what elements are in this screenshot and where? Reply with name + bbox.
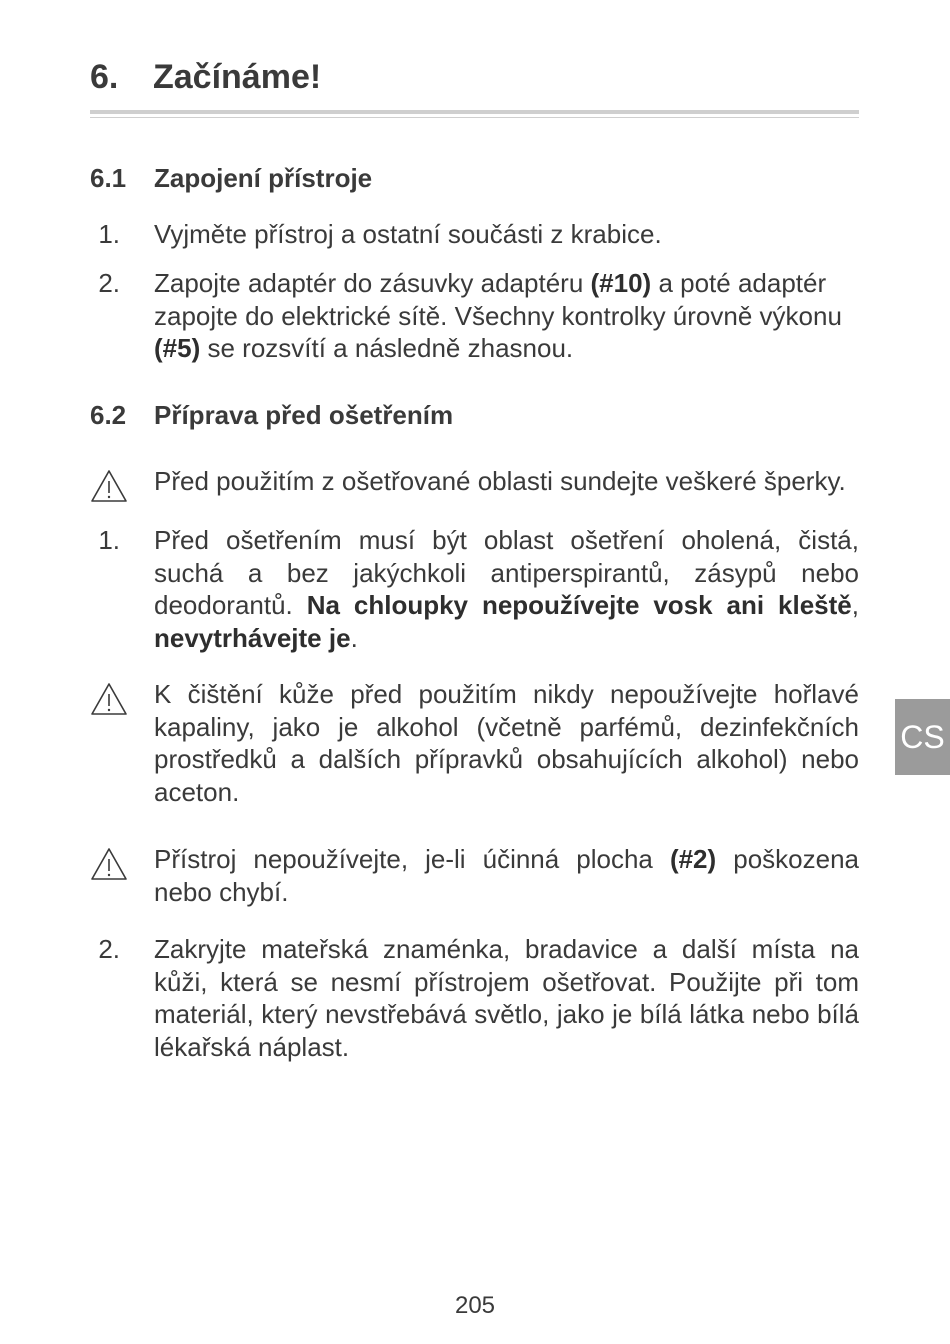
- warning-triangle-icon: [90, 847, 128, 881]
- warning-note: [90, 843, 859, 908]
- section-number: 6.: [90, 58, 119, 96]
- page-number: 205: [454, 1292, 496, 1319]
- section-heading: [90, 58, 321, 97]
- reference-bold: (#5): [154, 333, 201, 363]
- list-item: [90, 524, 859, 654]
- list-marker: 2.: [98, 934, 120, 964]
- language-tab: CS: [895, 699, 950, 775]
- warning-text: Před použitím z ošetřované oblasti sundejte veškeré šperky.: [154, 466, 846, 496]
- list-item: [90, 218, 859, 251]
- subsection-number: 6.1: [90, 163, 127, 193]
- subsection-title: Zapojení přístroje: [154, 163, 373, 193]
- warning-triangle-icon: [90, 469, 128, 503]
- list-item-text: Vyjměte přístroj a ostatní součásti z krabice.: [154, 219, 662, 249]
- list-item-text: Před ošetřením musí být oblast ošetření oholená, čistá, suchá a bez jakýchkoli antiperspirantů, zásypů nebo deodorantů. Na chloupky nepoužívejte vosk ani kleště, nevytrhávejte je.: [154, 525, 859, 653]
- list-item: [90, 933, 859, 1063]
- reference-bold: (#2): [669, 844, 717, 874]
- heading-rule: [90, 110, 859, 114]
- section-title: Začínáme!: [153, 58, 322, 96]
- reference-bold: (#10): [590, 268, 652, 298]
- heading-rule-thin: [90, 117, 859, 118]
- list-marker: 1.: [98, 219, 120, 249]
- list-marker: 1.: [98, 525, 120, 555]
- list-marker: 2.: [98, 268, 120, 298]
- warning-text: Přístroj nepoužívejte, je-li účinná plocha (#2) poškozena nebo chybí.: [154, 844, 859, 907]
- emphasis-bold: nevytrhávejte je: [154, 622, 351, 653]
- warning-note: [90, 465, 859, 498]
- subsection-heading-6-2: [90, 400, 453, 431]
- warning-text: K čištění kůže před použitím nikdy nepoužívejte hořlavé kapaliny, jako je alkohol (včetně parfémů, dezinfekčních prostředků a dalších přípravků obsahujících alkohol) nebo aceton.: [154, 679, 859, 807]
- list-item-text: Zapojte adaptér do zásuvky adaptéru (#10) a poté adaptér zapojte do elektrické sítě. Všechny kontrolky úrovně výkonu (#5) se rozsvítí a následně zhasnou.: [154, 268, 842, 363]
- subsection-title: Příprava před ošetřením: [154, 400, 454, 430]
- emphasis-bold: Na chloupky nepoužívejte vosk ani kleště: [306, 590, 852, 620]
- warning-note: [90, 678, 859, 808]
- subsection-number: 6.2: [90, 400, 127, 430]
- list-item-text: Zakryjte mateřská znaménka, bradavice a další místa na kůži, která se nesmí přístrojem ošetřovat. Použijte při tom materiál, který nevstřebává světlo, jako je bílá látka nebo bílá lékařská náplast.: [154, 934, 859, 1062]
- subsection-heading-6-1: [90, 163, 372, 194]
- list-item: [90, 267, 859, 365]
- warning-triangle-icon: [90, 682, 128, 716]
